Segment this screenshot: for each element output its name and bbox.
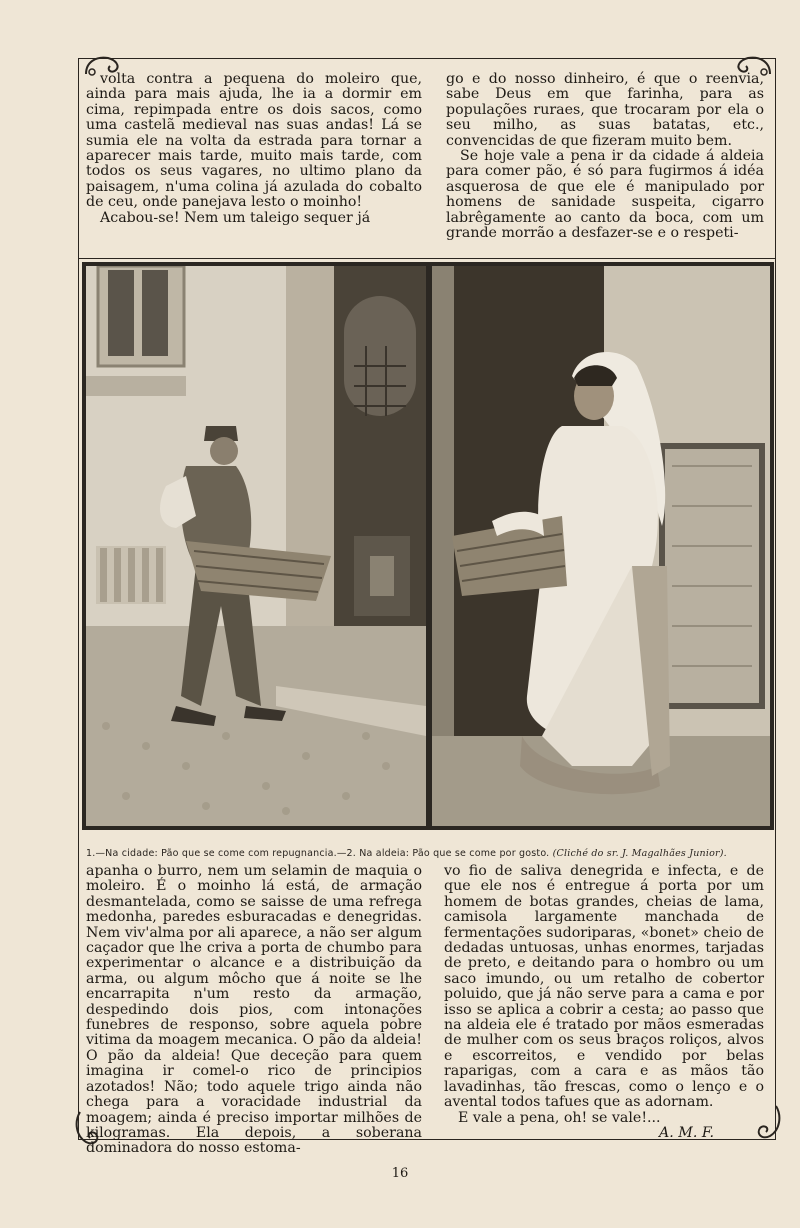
paragraph: apanha o burro, nem um selamin de maquia o moleiro. É o moinho lá está, de armação desmantelada, como se saisse de uma refrega medonha, paredes esburacadas e denegridas. Nem viv'alma por ali aparece, a não ser algum caçador que lhe criva a porta de chumbo para experimentar o alcance e a distribuição da arma, ou algum môcho que á noite se lhe encarrapita n'um resto da armação, despedindo dois pios, com intonações funebres de responso, sobre aquela pobre vitima da moagem mecanica. O pão da aldeia! O pão da aldeia! Que deceção para quem imagina ir comel-o rico de principios azotados! Não; todo aquele trigo ainda não chega para a voracidade industrial da moagem; ainda é preciso importar milhões de kilogramas. Ela depois, a soberana dominadora do nosso estoma- xyxy=(86,863,422,1157)
photo-village-bread-woman xyxy=(432,266,770,826)
text-column-bottom-left xyxy=(86,864,422,1157)
text-column-bottom-right xyxy=(444,864,764,1141)
paragraph: vo fio de saliva denegrida e infecta, e de que ele nos é entregue á porta por um homem de botas grandes, cheias de lama, camisola largamente manchada de fermentações sudoriparas, «bonet» cheio de dedadas untuosas, unhas enormes, tarjadas de preto, e deitando para o hombro ou um saco imundo, ou um retalho de cobertor poluido, que já não serve para a cama e por isso se aplica a cobrir a cesta; ao passo que na aldeia ele é tratado por mãos esmeradas de mulher com os seus braços roliços, alvos e escorreitos, e vendido por belas raparigas, com a cara e as mãos tão lavadinhas, tão frescas, como o lenço e o avental todos tafues que as adornam. xyxy=(444,863,764,1111)
caption-credit: (Cliché do sr. J. Magalhães Junior). xyxy=(552,848,727,859)
divider xyxy=(78,258,776,259)
photo-city-bread-carrier xyxy=(86,266,426,826)
text-column-top-right xyxy=(446,72,764,241)
paragraph: E vale a pena, oh! se vale!... xyxy=(458,1109,661,1126)
page-number: 16 xyxy=(391,1166,409,1181)
photo-caption xyxy=(86,848,776,859)
photo-panel xyxy=(82,262,774,830)
caption-text: 1.—Na cidade: Pão que se come com repugnancia.—2. Na aldeia: Pão que se come por gosto. xyxy=(86,848,550,859)
paragraph: Se hoje vale a pena ir da cidade á aldeia para comer pão, é só para fugirmos á idéa asquerosa de que ele é manipulado por homens de sanidade suspeita, cigarro labrêgamente ao canto da boca, com um grande morrão a desfazer-se e o respeti- xyxy=(446,148,764,242)
text-column-top-left xyxy=(86,72,422,226)
paragraph: volta contra a pequena do moleiro que, ainda para mais ajuda, lhe ia a dormir em cima, repimpada entre os dois sacos, como uma castelã medieval nas suas andas! Lá se sumia ele na volta da estrada para tornar a aparecer mais tarde, muito mais tarde, com todos os seus vagares, no ultimo plano da paisagem, n'uma colina já azulada do cobalto de ceu, onde panejava lesto o moinho! xyxy=(86,71,422,211)
paragraph: Acabou-se! Nem um taleigo sequer já xyxy=(100,209,371,226)
author-signature: A. M. F. xyxy=(659,1124,714,1141)
paragraph: go e do nosso dinheiro, é que o reenvia, sabe Deus em que farinha, para as populações ruraes, que trocaram por ela o seu milho, as suas batatas, etc., convencidas de que fizeram muito bem. xyxy=(446,71,764,149)
